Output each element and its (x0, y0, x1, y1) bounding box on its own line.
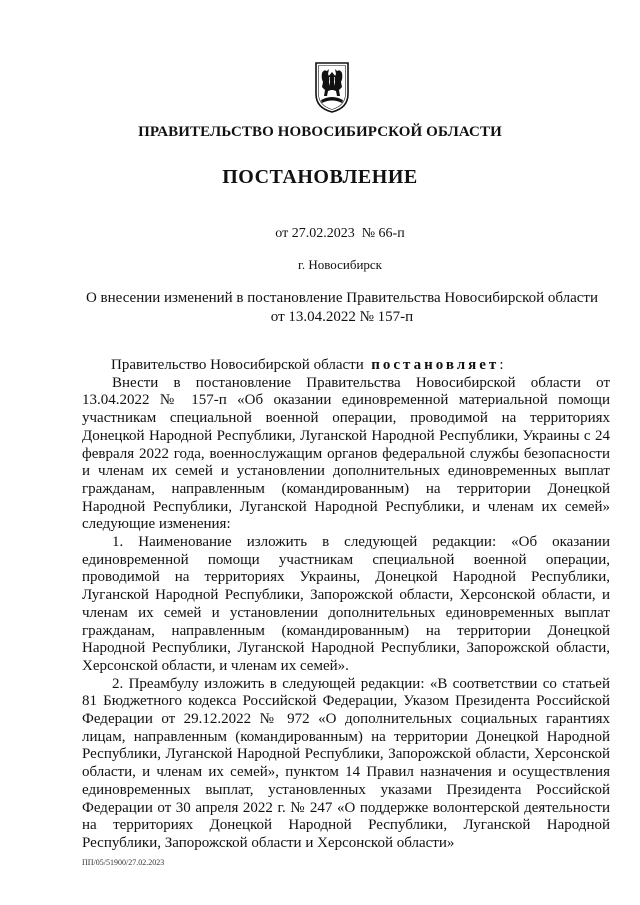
document-city: г. Новосибирск (297, 257, 382, 272)
item-1-paragraph: 1. Наименование изложить в следующей редакции: «Об оказании единовременной помощи участникам специальной военной операции, проводимой на территориях Украины, Донецкой Народной Республики, Луганской Народной Республики, Запорожской области, Херсонской области, и членам их семей и установлении дополнительных единовременных выплат гражданам, направленным (командированным) на территории Донецкой Народной Республики, Луганской Народной Республики, Запорожской области, Херсонской области, и членам их семей». (82, 534, 610, 674)
intro-verb: постановляет (371, 357, 500, 373)
item-2-paragraph: 2. Преамбулу изложить в следующей редакции: «В соответствии со статьей 81 Бюджетного кодекса Российской Федерации, Указом Президента Российской Федерации от 29.12.2022 № 972 «О дополнительных социальных гарантиях лицам, направленным (командированным) на территории Донецкой Народной Республики, Луганской Народной Республики, Запорожской области, Херсонской области, и членам их семей», пунктом 14 Правил назначения и осуществления единовременных выплат, установленных указами Президента Российской Федерации от 30 апреля 2022 г. № 247 «О поддержке волонтерской деятельности на территориях Донецкой Народной Республики, Луганской Народной Республики, Запорожской области и Херсонской области» (82, 675, 610, 851)
subject-line-2: от 13.04.2022 № 157-п (270, 309, 414, 325)
document-subject (22, 289, 640, 327)
subject-line-1: О внесении изменений в постановление Правительства Новосибирской области (85, 290, 599, 306)
government-title: ПРАВИТЕЛЬСТВО НОВОСИБИРСКОЙ ОБЛАСТИ (138, 124, 502, 140)
intro-prefix: Правительство Новосибирской области (111, 357, 364, 373)
main-paragraph: Внести в постановление Правительства Новосибирской области от 13.04.2022 № 157-п «Об оказании единовременной материальной помощи участникам специальной военной операции, проводимой на территориях Донецкой Народной Республики, Луганской Народной Республики, Украины с 24 февраля 2022 года, военнослужащим органов федеральной службы безопасности и членам их семей и установлении дополнительных единовременных выплат гражданам, направленным (командированным) на территории Донецкой Народной Республики, Луганской Народной Республики, и членам их семей» следующие изменения: (82, 374, 610, 533)
intro-suffix: : (499, 357, 504, 373)
document-date-number: от 27.02.2023 № 66-п (275, 226, 405, 241)
document-type-heading: ПОСТАНОВЛЕНИЕ (222, 166, 418, 188)
document-footer-code: ПП/05/51900/27.02.2023 (82, 858, 165, 867)
document-body (82, 357, 610, 853)
coat-of-arms-icon (313, 60, 351, 114)
intro-paragraph (82, 357, 610, 375)
